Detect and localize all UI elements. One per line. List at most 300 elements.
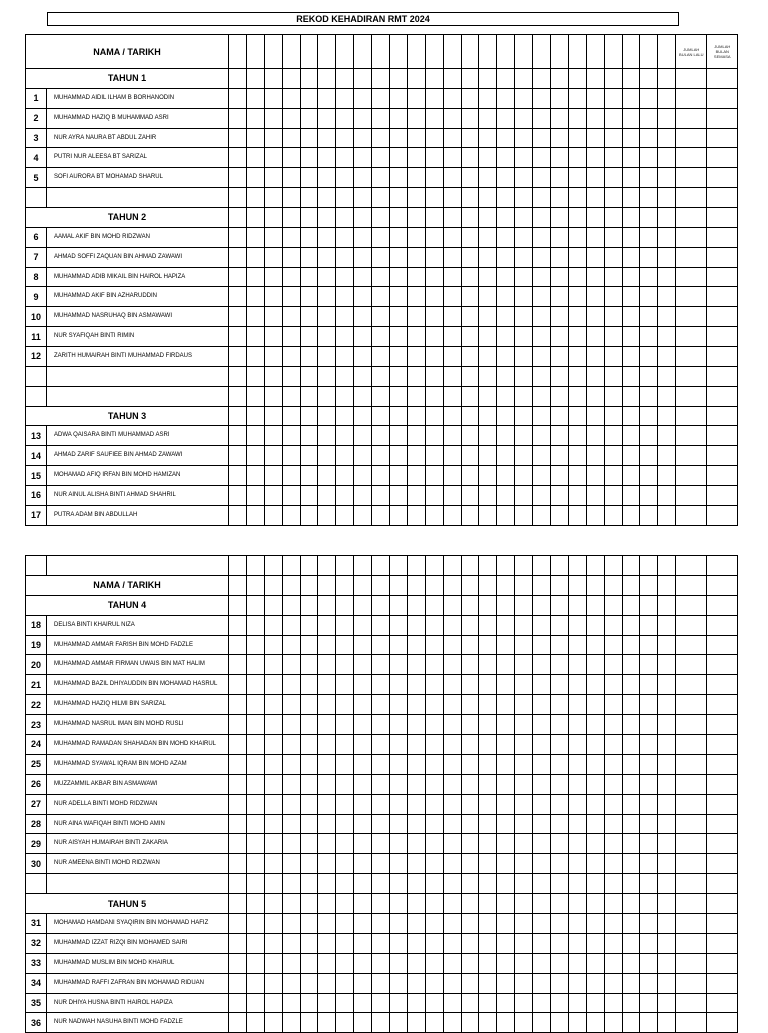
total-current-month-cell[interactable] (707, 148, 738, 168)
date-cell[interactable] (264, 227, 282, 247)
date-cell[interactable] (533, 993, 551, 1013)
date-cell[interactable] (229, 88, 247, 108)
date-cell[interactable] (533, 973, 551, 993)
date-cell[interactable] (425, 575, 443, 595)
date-cell[interactable] (586, 505, 604, 525)
date-cell[interactable] (372, 247, 390, 267)
date-cell[interactable] (229, 993, 247, 1013)
date-cell[interactable] (300, 575, 318, 595)
date-cell[interactable] (479, 556, 497, 576)
date-cell[interactable] (354, 307, 372, 327)
date-cell[interactable] (479, 108, 497, 128)
date-cell[interactable] (407, 347, 425, 367)
total-last-month-cell[interactable] (676, 1013, 707, 1033)
date-cell[interactable] (586, 556, 604, 576)
date-cell[interactable] (533, 505, 551, 525)
date-cell[interactable] (586, 406, 604, 426)
date-cell[interactable] (425, 148, 443, 168)
date-cell[interactable] (622, 814, 640, 834)
date-cell[interactable] (658, 35, 676, 69)
date-cell[interactable] (300, 227, 318, 247)
date-cell[interactable] (443, 973, 461, 993)
date-cell[interactable] (443, 894, 461, 914)
date-cell[interactable] (658, 655, 676, 675)
total-current-month-cell[interactable] (707, 814, 738, 834)
date-cell[interactable] (318, 575, 336, 595)
date-cell[interactable] (604, 35, 622, 69)
date-cell[interactable] (640, 635, 658, 655)
date-cell[interactable] (443, 386, 461, 406)
date-cell[interactable] (443, 575, 461, 595)
date-cell[interactable] (515, 575, 533, 595)
date-cell[interactable] (658, 695, 676, 715)
date-cell[interactable] (461, 894, 479, 914)
date-cell[interactable] (246, 894, 264, 914)
date-cell[interactable] (604, 854, 622, 874)
date-cell[interactable] (568, 933, 586, 953)
date-cell[interactable] (461, 247, 479, 267)
date-cell[interactable] (318, 953, 336, 973)
date-cell[interactable] (336, 854, 354, 874)
date-cell[interactable] (246, 247, 264, 267)
date-cell[interactable] (407, 993, 425, 1013)
date-cell[interactable] (533, 208, 551, 228)
date-cell[interactable] (640, 675, 658, 695)
date-cell[interactable] (640, 366, 658, 386)
date-cell[interactable] (551, 695, 569, 715)
date-cell[interactable] (640, 655, 658, 675)
date-cell[interactable] (372, 35, 390, 69)
date-cell[interactable] (336, 505, 354, 525)
date-cell[interactable] (551, 754, 569, 774)
date-cell[interactable] (515, 188, 533, 208)
date-cell[interactable] (658, 834, 676, 854)
date-cell[interactable] (354, 715, 372, 735)
date-cell[interactable] (586, 35, 604, 69)
date-cell[interactable] (551, 366, 569, 386)
total-last-month-cell[interactable] (676, 894, 707, 914)
date-cell[interactable] (282, 227, 300, 247)
date-cell[interactable] (264, 675, 282, 695)
date-cell[interactable] (568, 993, 586, 1013)
date-cell[interactable] (461, 287, 479, 307)
date-cell[interactable] (372, 774, 390, 794)
total-last-month-cell[interactable] (676, 108, 707, 128)
date-cell[interactable] (461, 854, 479, 874)
date-cell[interactable] (246, 148, 264, 168)
date-cell[interactable] (622, 307, 640, 327)
total-current-month-cell[interactable] (707, 735, 738, 755)
date-cell[interactable] (229, 327, 247, 347)
date-cell[interactable] (658, 933, 676, 953)
date-cell[interactable] (264, 874, 282, 894)
date-cell[interactable] (443, 754, 461, 774)
date-cell[interactable] (336, 953, 354, 973)
date-cell[interactable] (604, 933, 622, 953)
date-cell[interactable] (479, 595, 497, 615)
date-cell[interactable] (407, 615, 425, 635)
date-cell[interactable] (372, 556, 390, 576)
date-cell[interactable] (354, 556, 372, 576)
date-cell[interactable] (318, 1013, 336, 1033)
date-cell[interactable] (390, 267, 408, 287)
date-cell[interactable] (497, 446, 515, 466)
date-cell[interactable] (658, 347, 676, 367)
date-cell[interactable] (622, 914, 640, 934)
date-cell[interactable] (229, 366, 247, 386)
date-cell[interactable] (622, 754, 640, 774)
date-cell[interactable] (282, 505, 300, 525)
date-cell[interactable] (443, 128, 461, 148)
date-cell[interactable] (586, 993, 604, 1013)
date-cell[interactable] (354, 655, 372, 675)
date-cell[interactable] (372, 695, 390, 715)
date-cell[interactable] (336, 347, 354, 367)
date-cell[interactable] (515, 794, 533, 814)
date-cell[interactable] (229, 108, 247, 128)
date-cell[interactable] (354, 874, 372, 894)
date-cell[interactable] (533, 735, 551, 755)
date-cell[interactable] (246, 655, 264, 675)
date-cell[interactable] (407, 595, 425, 615)
date-cell[interactable] (622, 168, 640, 188)
date-cell[interactable] (622, 227, 640, 247)
total-last-month-cell[interactable] (676, 774, 707, 794)
date-cell[interactable] (640, 327, 658, 347)
total-current-month-cell[interactable] (707, 874, 738, 894)
date-cell[interactable] (318, 327, 336, 347)
date-cell[interactable] (336, 595, 354, 615)
date-cell[interactable] (336, 1013, 354, 1033)
date-cell[interactable] (622, 128, 640, 148)
date-cell[interactable] (425, 556, 443, 576)
date-cell[interactable] (264, 69, 282, 89)
date-cell[interactable] (586, 635, 604, 655)
date-cell[interactable] (246, 446, 264, 466)
date-cell[interactable] (622, 874, 640, 894)
date-cell[interactable] (282, 834, 300, 854)
date-cell[interactable] (640, 973, 658, 993)
total-current-month-cell[interactable] (707, 386, 738, 406)
date-cell[interactable] (246, 366, 264, 386)
date-cell[interactable] (604, 953, 622, 973)
total-current-month-cell[interactable] (707, 615, 738, 635)
date-cell[interactable] (586, 446, 604, 466)
date-cell[interactable] (264, 188, 282, 208)
date-cell[interactable] (604, 347, 622, 367)
date-cell[interactable] (282, 754, 300, 774)
date-cell[interactable] (640, 874, 658, 894)
date-cell[interactable] (318, 715, 336, 735)
date-cell[interactable] (479, 774, 497, 794)
date-cell[interactable] (425, 227, 443, 247)
date-cell[interactable] (318, 188, 336, 208)
total-last-month-cell[interactable] (676, 446, 707, 466)
date-cell[interactable] (264, 575, 282, 595)
total-current-month-cell[interactable] (707, 1013, 738, 1033)
date-cell[interactable] (586, 933, 604, 953)
date-cell[interactable] (533, 615, 551, 635)
date-cell[interactable] (425, 307, 443, 327)
date-cell[interactable] (318, 69, 336, 89)
date-cell[interactable] (497, 556, 515, 576)
date-cell[interactable] (407, 486, 425, 506)
date-cell[interactable] (264, 635, 282, 655)
date-cell[interactable] (551, 675, 569, 695)
date-cell[interactable] (282, 595, 300, 615)
date-cell[interactable] (229, 953, 247, 973)
date-cell[interactable] (372, 366, 390, 386)
date-cell[interactable] (515, 774, 533, 794)
date-cell[interactable] (425, 446, 443, 466)
date-cell[interactable] (336, 168, 354, 188)
date-cell[interactable] (604, 148, 622, 168)
date-cell[interactable] (300, 1013, 318, 1033)
date-cell[interactable] (425, 108, 443, 128)
date-cell[interactable] (282, 108, 300, 128)
date-cell[interactable] (658, 168, 676, 188)
date-cell[interactable] (300, 287, 318, 307)
date-cell[interactable] (390, 446, 408, 466)
date-cell[interactable] (515, 327, 533, 347)
date-cell[interactable] (479, 267, 497, 287)
date-cell[interactable] (479, 88, 497, 108)
total-last-month-cell[interactable] (676, 426, 707, 446)
date-cell[interactable] (318, 287, 336, 307)
date-cell[interactable] (515, 366, 533, 386)
date-cell[interactable] (318, 655, 336, 675)
date-cell[interactable] (425, 675, 443, 695)
date-cell[interactable] (229, 834, 247, 854)
total-current-month-cell[interactable] (707, 695, 738, 715)
date-cell[interactable] (318, 168, 336, 188)
date-cell[interactable] (443, 774, 461, 794)
date-cell[interactable] (282, 327, 300, 347)
date-cell[interactable] (282, 675, 300, 695)
date-cell[interactable] (246, 993, 264, 1013)
date-cell[interactable] (568, 168, 586, 188)
date-cell[interactable] (515, 168, 533, 188)
date-cell[interactable] (515, 953, 533, 973)
date-cell[interactable] (282, 347, 300, 367)
date-cell[interactable] (390, 35, 408, 69)
date-cell[interactable] (551, 774, 569, 794)
date-cell[interactable] (497, 914, 515, 934)
date-cell[interactable] (515, 933, 533, 953)
total-last-month-cell[interactable] (676, 575, 707, 595)
total-current-month-cell[interactable] (707, 406, 738, 426)
date-cell[interactable] (443, 655, 461, 675)
date-cell[interactable] (300, 695, 318, 715)
date-cell[interactable] (425, 953, 443, 973)
date-cell[interactable] (586, 69, 604, 89)
total-last-month-cell[interactable] (676, 834, 707, 854)
date-cell[interactable] (246, 635, 264, 655)
date-cell[interactable] (282, 874, 300, 894)
date-cell[interactable] (443, 366, 461, 386)
date-cell[interactable] (336, 366, 354, 386)
date-cell[interactable] (604, 993, 622, 1013)
total-current-month-cell[interactable] (707, 834, 738, 854)
date-cell[interactable] (497, 715, 515, 735)
date-cell[interactable] (425, 347, 443, 367)
date-cell[interactable] (425, 834, 443, 854)
date-cell[interactable] (586, 128, 604, 148)
date-cell[interactable] (229, 69, 247, 89)
date-cell[interactable] (533, 834, 551, 854)
date-cell[interactable] (443, 426, 461, 446)
date-cell[interactable] (658, 774, 676, 794)
date-cell[interactable] (586, 108, 604, 128)
date-cell[interactable] (479, 894, 497, 914)
date-cell[interactable] (264, 655, 282, 675)
date-cell[interactable] (586, 188, 604, 208)
date-cell[interactable] (586, 486, 604, 506)
date-cell[interactable] (640, 993, 658, 1013)
date-cell[interactable] (443, 993, 461, 1013)
date-cell[interactable] (461, 88, 479, 108)
date-cell[interactable] (622, 505, 640, 525)
date-cell[interactable] (354, 35, 372, 69)
date-cell[interactable] (264, 556, 282, 576)
date-cell[interactable] (533, 794, 551, 814)
date-cell[interactable] (390, 695, 408, 715)
date-cell[interactable] (497, 307, 515, 327)
date-cell[interactable] (479, 128, 497, 148)
date-cell[interactable] (425, 774, 443, 794)
date-cell[interactable] (497, 505, 515, 525)
date-cell[interactable] (443, 695, 461, 715)
date-cell[interactable] (443, 208, 461, 228)
date-cell[interactable] (425, 814, 443, 834)
date-cell[interactable] (604, 834, 622, 854)
date-cell[interactable] (372, 735, 390, 755)
date-cell[interactable] (282, 287, 300, 307)
date-cell[interactable] (586, 168, 604, 188)
date-cell[interactable] (640, 247, 658, 267)
date-cell[interactable] (461, 327, 479, 347)
date-cell[interactable] (479, 188, 497, 208)
date-cell[interactable] (318, 894, 336, 914)
date-cell[interactable] (658, 595, 676, 615)
date-cell[interactable] (658, 327, 676, 347)
total-current-month-cell[interactable] (707, 973, 738, 993)
date-cell[interactable] (551, 69, 569, 89)
date-cell[interactable] (497, 754, 515, 774)
date-cell[interactable] (640, 575, 658, 595)
date-cell[interactable] (407, 1013, 425, 1033)
date-cell[interactable] (246, 227, 264, 247)
date-cell[interactable] (443, 675, 461, 695)
date-cell[interactable] (229, 466, 247, 486)
date-cell[interactable] (658, 993, 676, 1013)
date-cell[interactable] (658, 128, 676, 148)
date-cell[interactable] (318, 307, 336, 327)
date-cell[interactable] (533, 406, 551, 426)
date-cell[interactable] (336, 307, 354, 327)
date-cell[interactable] (443, 556, 461, 576)
date-cell[interactable] (300, 486, 318, 506)
date-cell[interactable] (318, 208, 336, 228)
date-cell[interactable] (515, 675, 533, 695)
date-cell[interactable] (407, 505, 425, 525)
date-cell[interactable] (443, 834, 461, 854)
date-cell[interactable] (354, 446, 372, 466)
date-cell[interactable] (318, 247, 336, 267)
date-cell[interactable] (568, 615, 586, 635)
date-cell[interactable] (390, 88, 408, 108)
date-cell[interactable] (640, 715, 658, 735)
date-cell[interactable] (264, 88, 282, 108)
date-cell[interactable] (479, 635, 497, 655)
date-cell[interactable] (354, 426, 372, 446)
date-cell[interactable] (551, 556, 569, 576)
date-cell[interactable] (658, 675, 676, 695)
date-cell[interactable] (336, 128, 354, 148)
date-cell[interactable] (604, 615, 622, 635)
date-cell[interactable] (372, 267, 390, 287)
date-cell[interactable] (336, 466, 354, 486)
date-cell[interactable] (515, 386, 533, 406)
date-cell[interactable] (479, 35, 497, 69)
total-current-month-cell[interactable] (707, 914, 738, 934)
date-cell[interactable] (300, 933, 318, 953)
date-cell[interactable] (604, 267, 622, 287)
date-cell[interactable] (407, 267, 425, 287)
date-cell[interactable] (586, 247, 604, 267)
date-cell[interactable] (336, 88, 354, 108)
date-cell[interactable] (497, 675, 515, 695)
date-cell[interactable] (533, 635, 551, 655)
date-cell[interactable] (568, 88, 586, 108)
date-cell[interactable] (658, 227, 676, 247)
date-cell[interactable] (551, 735, 569, 755)
date-cell[interactable] (604, 575, 622, 595)
date-cell[interactable] (533, 754, 551, 774)
date-cell[interactable] (479, 874, 497, 894)
date-cell[interactable] (515, 615, 533, 635)
date-cell[interactable] (425, 128, 443, 148)
date-cell[interactable] (443, 148, 461, 168)
date-cell[interactable] (425, 69, 443, 89)
date-cell[interactable] (300, 426, 318, 446)
date-cell[interactable] (658, 108, 676, 128)
date-cell[interactable] (622, 88, 640, 108)
date-cell[interactable] (568, 814, 586, 834)
date-cell[interactable] (354, 188, 372, 208)
total-current-month-cell[interactable] (707, 247, 738, 267)
date-cell[interactable] (586, 267, 604, 287)
date-cell[interactable] (533, 894, 551, 914)
date-cell[interactable] (300, 774, 318, 794)
date-cell[interactable] (658, 615, 676, 635)
date-cell[interactable] (658, 973, 676, 993)
date-cell[interactable] (533, 227, 551, 247)
date-cell[interactable] (551, 386, 569, 406)
total-current-month-cell[interactable] (707, 505, 738, 525)
date-cell[interactable] (443, 914, 461, 934)
date-cell[interactable] (282, 426, 300, 446)
date-cell[interactable] (533, 675, 551, 695)
date-cell[interactable] (622, 993, 640, 1013)
date-cell[interactable] (372, 874, 390, 894)
date-cell[interactable] (622, 327, 640, 347)
date-cell[interactable] (390, 366, 408, 386)
date-cell[interactable] (497, 595, 515, 615)
date-cell[interactable] (264, 108, 282, 128)
date-cell[interactable] (622, 267, 640, 287)
date-cell[interactable] (229, 307, 247, 327)
